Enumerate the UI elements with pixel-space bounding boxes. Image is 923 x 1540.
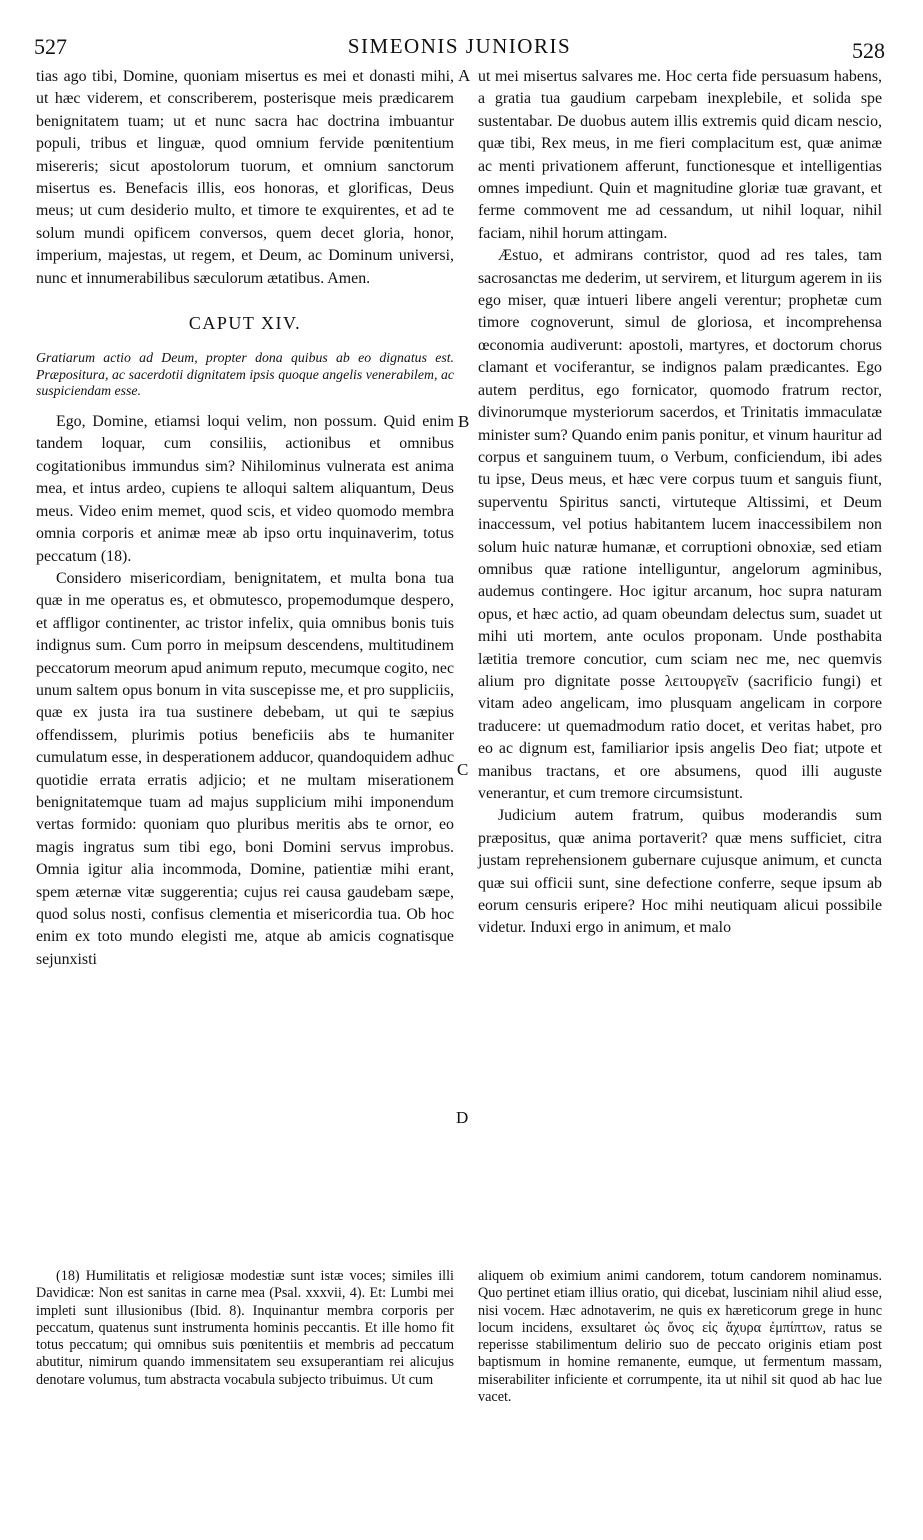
left-paragraph-2: Ego, Domine, etiamsi loqui velim, non possum. Quid enim tandem loquar, cum consiliis, actionibus et omnibus cogitationibus immundus sim? Nihilominus vulnerata est anima mea, et intus ardeo, cupiens te alloqui saltem aliquantum, Deus meus. Video enim memet, quod scis, et video quomodo membra omnia corporis et animæ meæ ab ipso ortu inquinaverim, totus peccatum (18). [36,413,454,565]
margin-letter-b: B [458,412,470,431]
right-paragraph-3: Judicium autem fratrum, quibus moderandis sum præpositus, quæ anima portaverit? quæ mens sufficiet, citra justam reprehensionem gubernare cujusque animum, et cuncta quæ sui officii sunt, sine defectione conferre, seque ipsum ab eorum censuris eripere? Hoc mihi neutiquam alicui possibile videtur. Induxi ergo in animum, et malo [478,807,882,937]
margin-letter-c: C [457,760,469,779]
chapter-heading: CAPUT XIV. [188,313,302,334]
right-paragraph-2: Æstuo, et admirans contristor, quod ad res tales, tam sacrosanctas me dederim, ut servirem, et liturgum agerem in iis ego miser, quæ intueri libere angeli verentur; prophetæ cum timore cognoverunt, simul de gloriosa, et incomprehensa œconomia audiverunt: apostoli, martyres, et doctorum chorus clamant et vociferantur, se indignos palam prædicantes. Ego autem perditus, ego fornicator, quomodo fratrum rector, divinorumque mysteriorum sacerdos, et Trinitatis immaculatæ minister sum? Quando enim panis ponitur, et vinum hauritur ad corpus et sanguinem tuum, o Verbum, conficiendum, ibi ades tu ipse, Deus meus, et hæc vere corpus tuum et sanguis fiunt, superventu Spiritus sancti, virtuteque Altissimi, et Deum inaccessum, vel potius habitantem lucem inaccessibilem non solum huic naturæ humanæ, et corruptioni obnoxiæ, sed etiam omnibus quæ ratione intelliguntur, angelorum agminibus, audemus contingere. Hoc igitur arcanum, hoc supra naturam opus, et hæc actio, ad quam obeundam delectus sum, suadet ut mihi uti mortem, ante oculos proponam. Unde posthabita lætitia tremore concutior, cum sciam nec me, nec quemvis alium pro dignitate posse λειτουργεῖν (sacrificio fungi) et vitam adeo angelicam, imo plusquam angelicam in corpore traducere: ut quemadmodum ratio docet, et veritas habet, pro eo ac dignum est, familiarior ipsis angelis Deo fiat; utpote et manibus tractans, et ore absumens, quod illi auguste venerantur, et cum tremore circumsistunt. [478,247,882,802]
footnote-left [36,1268,454,1389]
right-text-column [478,66,882,940]
left-text-column [36,66,454,971]
footnote-18-continued: aliquem ob eximium animi candorem, totum candorem nominamus. Quo pertinet etiam illius oratio, qui dicebat, lusciniam nihil aliud esse, nisi vocem. Hæc adnotaverim, ne quis ex hæreticorum grege in hunc locum incidens, exsultaret ὡς ὄνος εἰς ἄχυρα ἐμπίπτων, ratus se reperisse stabilimentum delirio suo de peccato originis etiam post baptismum in homine remanente, eumque, ut fermentum massam, miserabiliter inficiente et corrumpente, ita ut nihil sit quod ab hac lue vacet. [478,1268,882,1406]
footnote-18-text: (18) Humilitatis et religiosæ modestiæ sunt istæ voces; similes illi Davidicæ: Non est sanitas in carne mea (Psal. xxxvii, 4). Et: Lumbi mei impleti sunt illusionibus (Ibid. 8). Inquinantur membra corporis per peccatum, quatenus sunt instrumenta hominis peccantis. Et ille homo fit totus peccatum; qui omnibus suis pœnitentiis et membris ad peccatum abutitur, nimirum quando immensitatem seu exsuperantiam rei alicujus denotare volumus, tum abstracta vocabula subjecto tribuimus. Ut cum [36,1268,454,1388]
margin-letter-a: A [458,66,471,85]
page-number-right: 528 [852,38,885,63]
right-paragraph-1: ut mei misertus salvares me. Hoc certa fide persuasum habens, a gratia tua gaudium carpebam inexplebile, et solida spe sustentabar. De duobus autem illis extremis quid dicam nescio, quæ tibi, Rex meus, in me fieri complacitum est, quæ animæ ac menti privationem afferunt, functionesque et intelligentias omnes impediunt. Quin et magnitudine gloriæ tuæ gravant, et ferme commovent me ad cessandum, ut nihil loquar, nihil faciam, nihil horum attingam. [478,68,882,242]
page-header [34,34,885,62]
running-title: SIMEONIS JUNIORIS [347,34,572,58]
left-paragraph-3: Considero misericordiam, benignitatem, et multa bona tua quæ in me operatus es, et obmutesco, propemodumque despero, et affligor continenter, ac tristor infelix, quia omnibus bonis tuis indignus sum. Cum porro in meipsum descendens, multitudinem peccatorum meorum apud animum reputo, mecumque cogito, nec unum saltem opus bonum in vita suscepisse me, et pro suppliciis, quæ ex justa ira tua sustinere debebam, ut qui te sæpius offendissem, plurimis potius beneficiis abs te humaniter cumulatum esse, in desperationem adducor, quandoquidem adhuc quotidie errata erratis adjicio; et ne multam miserationem benignitatemque tuam ad majus supplicium mihi imponendum vertas formido: quoniam quo pluribus meritis abs te ornor, eo magis ingratus sum tibi ego, boni Domini servus improbus. Omnia igitur alia incommoda, Domine, patientiæ mihi erant, spem æternæ vitæ suggerentia; cujus rei causa gaudebam sæpe, quod solus nosti, confisus clementia et misericordia tua. Ob hoc enim ex toto mundo elegisti me, atque ab amicis cognatisque sejunxisti [36,569,454,968]
page-number-left: 527 [34,34,67,59]
chapter-summary: Gratiarum actio ad Deum, propter dona quibus ab eo dignatus est. Præpositura, ac sacerdotii dignitatem ipsis quoque angelis venerabilem, ac suspiciendam esse. [36,350,454,398]
left-paragraph-1: tias ago tibi, Domine, quoniam misertus es mei et donasti mihi, ut hæc viderem, et conscriberem, posterisque meis prædicarem benignitatem tuam; ut et nunc sacra hac doctrina imbuantur populi, tribus et linguæ, quod omnium fervide pœnitentium misereris; sicut apostolorum tuorum, et omnium sanctorum misertus es. Benefacis illis, eos honoras, et glorificas, Deus meus; ut cum desiderio multo, et timore te exquirentes, et ad te solum mundi opificem conversos, quem decet gloria, honor, imperium, majestas, ut regem, et Deum, ac Dominum universi, nunc et innumerabilibus sæculorum ætatibus. Amen. [36,68,454,287]
margin-letter-d: D [456,1108,469,1127]
footnote-right [478,1268,882,1406]
